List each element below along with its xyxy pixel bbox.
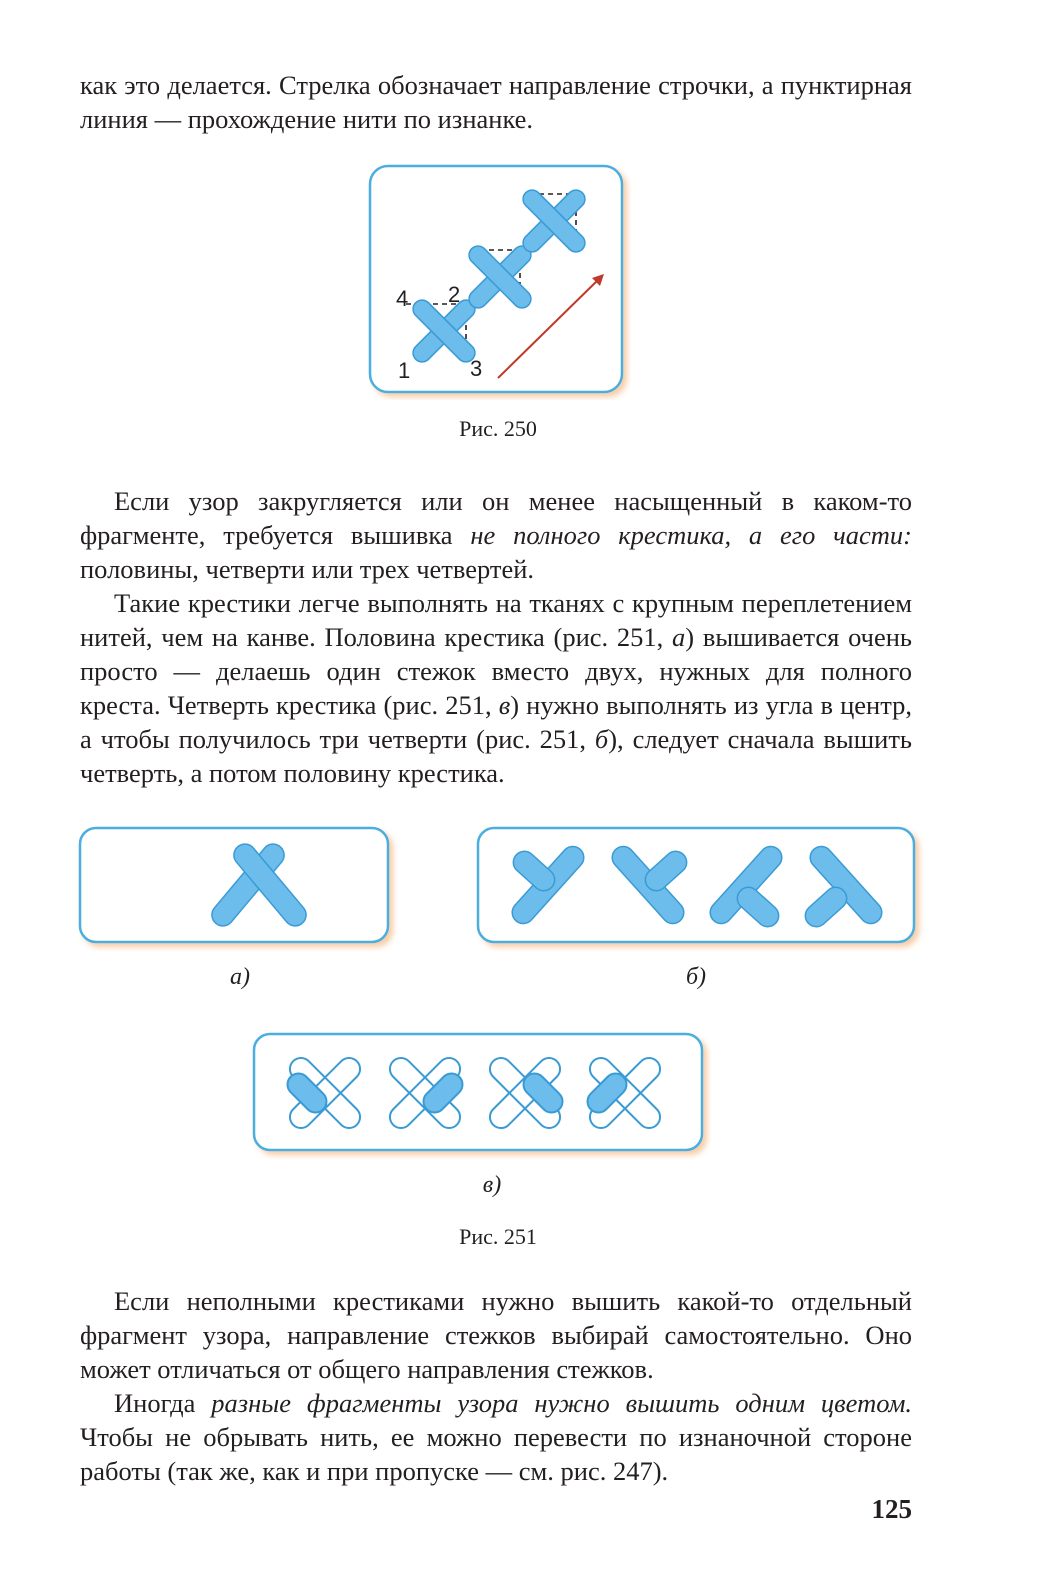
paragraph-2-text-end: половины, четверти или трех четвертей. [80, 554, 535, 584]
paragraph-3 [80, 586, 912, 790]
paragraph-2 [80, 484, 912, 586]
ref-b: б [594, 724, 609, 754]
figure-250 [364, 160, 634, 400]
paragraph-2-italic: не полного крестика, а его части: [470, 520, 912, 550]
sublabel-b: б) [685, 964, 707, 990]
ref-a: а [672, 622, 686, 652]
paragraph-3-text-2: ) вышивается очень просто — делаешь один стежок вместо двух, нужных для полного креста. Четверть крестика (рис. 251, [80, 622, 912, 720]
page-number: 125 [871, 1494, 912, 1524]
paragraph-5 [80, 1386, 912, 1488]
label-2: 2 [448, 282, 461, 307]
paragraph-3-text-3: ) нужно выполнять из угла в центр, а чтобы получилось три четверти (рис. 251, [80, 690, 912, 754]
ref-v: в [498, 690, 511, 720]
body-paragraphs-2 [80, 1284, 912, 1488]
paragraph-4: Если неполными крестиками нужно вышить какой-то отдельный фрагмент узора, направление стежков выбирай самостоятельно. Оно может отличаться от общего направления стежков. [80, 1286, 912, 1384]
label-1: 1 [398, 358, 411, 383]
figure-251-a [74, 822, 398, 954]
label-4: 4 [396, 286, 409, 311]
figure-251-caption: Рис. 251 [459, 1224, 537, 1249]
paragraph-3-text-1: Такие крестики легче выполнять на тканях с крупным переплетением нитей, чем на канве. Половина крестика (рис. 251, [80, 588, 912, 652]
sublabel-a: а) [230, 964, 250, 990]
paragraph-5-text-end: Чтобы не обрывать нить, ее можно перевести по изнаночной стороне работы (так же, как и при пропуске — см. рис. 247). [80, 1422, 912, 1486]
paragraph-2-text: Если узор закругляется или он менее насыщенный в каком-то фрагменте, требуется вышивка [80, 486, 912, 550]
paragraph-5-italic: разные фрагменты узора нужно вышить одним цветом. [211, 1388, 913, 1418]
figure-251-b [472, 822, 924, 954]
paragraph-top [80, 68, 912, 136]
figure-250-caption: Рис. 250 [459, 416, 537, 441]
body-paragraphs-1 [80, 484, 912, 790]
paragraph-5-text: Иногда [114, 1388, 212, 1418]
sublabel-v: в) [482, 1172, 502, 1198]
paragraph-top-text: как это делается. Стрелка обозначает направление строчки, а пунктирная линия — прохождение нити по изнанке. [80, 70, 912, 134]
label-3: 3 [470, 356, 483, 381]
figure-251-v [248, 1028, 712, 1162]
paragraph-3-text-4: ), следует сначала вышить четверть, а потом половину крестика. [80, 724, 912, 788]
